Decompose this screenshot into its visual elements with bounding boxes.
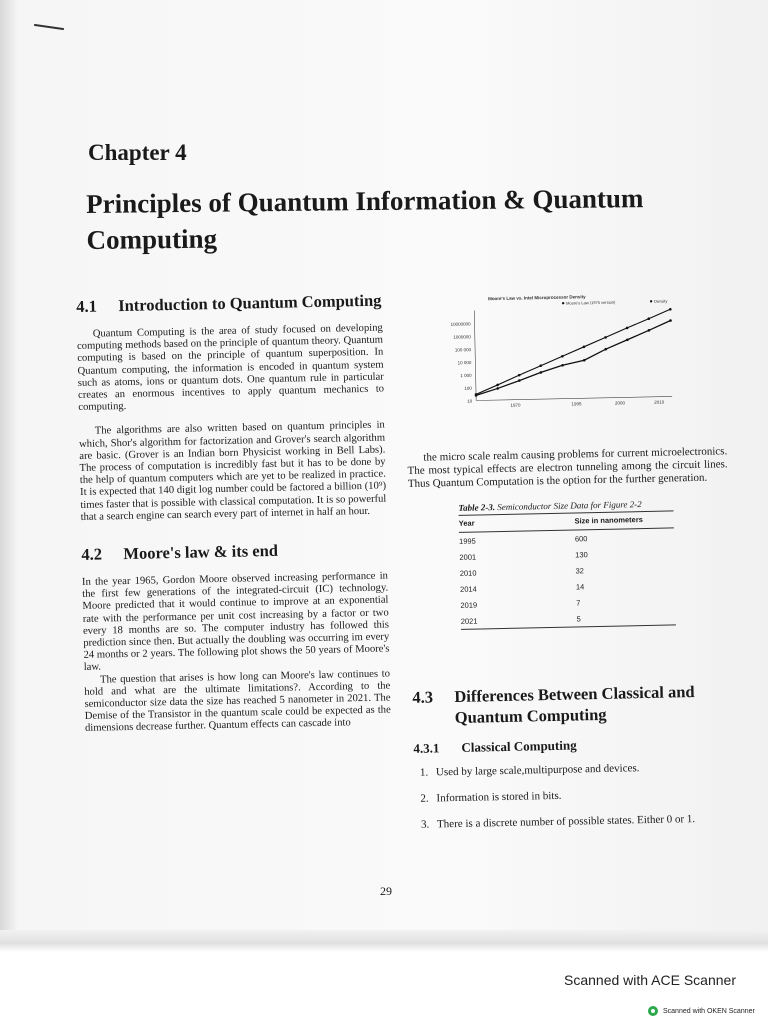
list-item-text: Used by large scale,multipurpose and devices. [435, 762, 640, 779]
pen-mark [34, 24, 64, 30]
paragraph: In the year 1965, Gordon Moore observed increasing performance in the first few generations of the integrated-circuit (IC) technology. Moore predicted that it would continue to improve at an exponential rate with the performance per unit cost increasing by a factor or two every 18 months are so. The computer industry has followed this prediction since then. But actually the doubling was occurring im every 24 months or 2 years. The following plot shows the 50 years of Moore's law. [81, 570, 390, 674]
chart-legend-marker [562, 302, 564, 304]
subsection-heading-4-3-1 [413, 735, 733, 758]
table [459, 511, 676, 630]
chart-series-line [475, 321, 672, 396]
table-cell-size: 14 [575, 582, 585, 592]
scanner-logo-icon [648, 1006, 658, 1016]
section-title: Differences Between Classical and Quantum Computing [454, 682, 695, 728]
table-cell-size: 5 [480, 609, 675, 630]
right-column [404, 291, 735, 845]
chart-y-tick-label: 100 000 [454, 347, 472, 353]
table-caption-text: Semiconductor Size Data for Figure 2-2 [497, 499, 642, 513]
list-item-text: Information is stored in bits. [436, 790, 562, 805]
chart-plot [408, 292, 680, 418]
scanner-badge [648, 1006, 755, 1016]
paragraph: the micro scale realm causing problems for current microelectronics. The most typical effects are electron tunneling among the circuit lines. Thus Quantum Computation is the option for the further generation. [407, 445, 728, 490]
chart-y-axis [474, 311, 476, 401]
section-number: 4.2 [81, 544, 103, 564]
subsection-title: Classical Computing [461, 737, 577, 756]
chart-y-tick-label: 1 000 [460, 372, 472, 379]
page-edge-shadow [0, 930, 768, 952]
semiconductor-table [458, 499, 676, 630]
chart-y-tick-label: 100 [464, 385, 472, 391]
list-item-text: There is a discrete number of possible states. Either 0 or 1. [436, 813, 696, 831]
chart-title: Moore's Law vs. Intel Microprocessor Density [487, 294, 586, 302]
table-cell-size: 600 [574, 534, 588, 544]
chart-legend-marker [650, 300, 652, 302]
chart-y-tick-label: 10 [467, 398, 473, 404]
chart-series-line [474, 309, 672, 394]
left-column [76, 290, 391, 748]
table-header-size: Size in nanometers [478, 511, 674, 532]
chart-x-tick-label: 2000 [614, 400, 626, 406]
chart-x-tick-label: 1970 [510, 402, 521, 408]
list-item-number: 3. [420, 818, 430, 832]
section-number: 4.3 [412, 687, 434, 708]
scanner-badge-text: Scanned with OKEN Scanner [663, 1007, 755, 1015]
table-caption-label: Table 2-3. [458, 502, 496, 514]
list-item [415, 813, 735, 833]
table-header-year: Year [459, 515, 479, 532]
chart-y-tick-label: 10 000 [457, 360, 472, 366]
chart-y-tick-label: 1000000 [453, 334, 471, 340]
table-cell-year: 2014 [460, 584, 477, 595]
table-cell-size: 130 [575, 550, 588, 560]
chapter-title: Principles of Quantum Information & Quantum Computing [86, 183, 644, 255]
table-cell-year: 1995 [459, 536, 476, 547]
chart-x-tick-label: 2010 [654, 399, 665, 405]
section-heading-4-3 [412, 681, 733, 730]
table-cell-year: 2019 [460, 600, 478, 611]
moores-law-chart [408, 292, 680, 418]
chapter-label: Chapter 4 [88, 140, 187, 165]
table-cell-size: 32 [575, 566, 585, 576]
chart-x-axis [476, 396, 672, 400]
section-title: Moore's law & its end [123, 540, 279, 564]
list-item [414, 787, 734, 807]
chart-legend-item: Density [654, 298, 668, 304]
subsection-number: 4.3.1 [413, 740, 440, 757]
list-item-number: 1. [419, 766, 429, 780]
list-item-number: 2. [420, 792, 429, 806]
scanner-watermark: Scanned with ACE Scanner [564, 972, 736, 988]
table-cell-year: 2021 [461, 613, 481, 630]
paragraph: The question that arises is how long can Moore's law continues to hold and what are the ultimate limitations?. According to the semiconductor size data the size has reached 5 nanometer in 2021. The Demise of the Transistor in the quantum scale could be expected as the dimensions decrease further. Quantum effects can cascade into [84, 668, 391, 735]
classical-computing-list [414, 761, 735, 833]
chart-x-tick-label: 1995 [571, 401, 582, 407]
section-title: Introduction to Quantum Computing [118, 290, 382, 316]
table-cell-year: 2010 [459, 568, 477, 579]
paragraph: The algorithms are also written based on quantum principles in which, Shor's algorithm for factorization and Grover's search algorithm are basic. (Grover is an Indian born Physicist working in Bell Labs). The process of computation is incredibly fast but it has to be done by the help of quantum computers which are yet to be realized in practice. It is expected that 140 digit log number could be factored a billion (10⁹) times faster that is possible with classical computation. It is so powerful that a search engine can search every part of internet in half an hour. [78, 419, 387, 523]
section-number: 4.1 [76, 296, 98, 316]
table-cell-year: 2001 [459, 552, 477, 563]
chart-y-tick-label: 10000000 [450, 321, 471, 327]
section-heading-4-1 [76, 290, 382, 317]
list-item [414, 761, 734, 781]
paragraph: Quantum Computing is the area of study focused on developing computing methods based on the principle of quantum theory. Quantum computing is based on the principle of quantum superposition. In Quantum computing, the information is encoded in quantum system such as atoms, ions or quantum dots. One quantum rule in particular creates an enormous incentives to apply quantum mechanics to computing. [76, 322, 385, 414]
page-number: 29 [380, 884, 392, 898]
table-cell-size: 7 [576, 598, 581, 608]
chart-legend-item: Moore's Law (1975 version) [566, 299, 616, 306]
